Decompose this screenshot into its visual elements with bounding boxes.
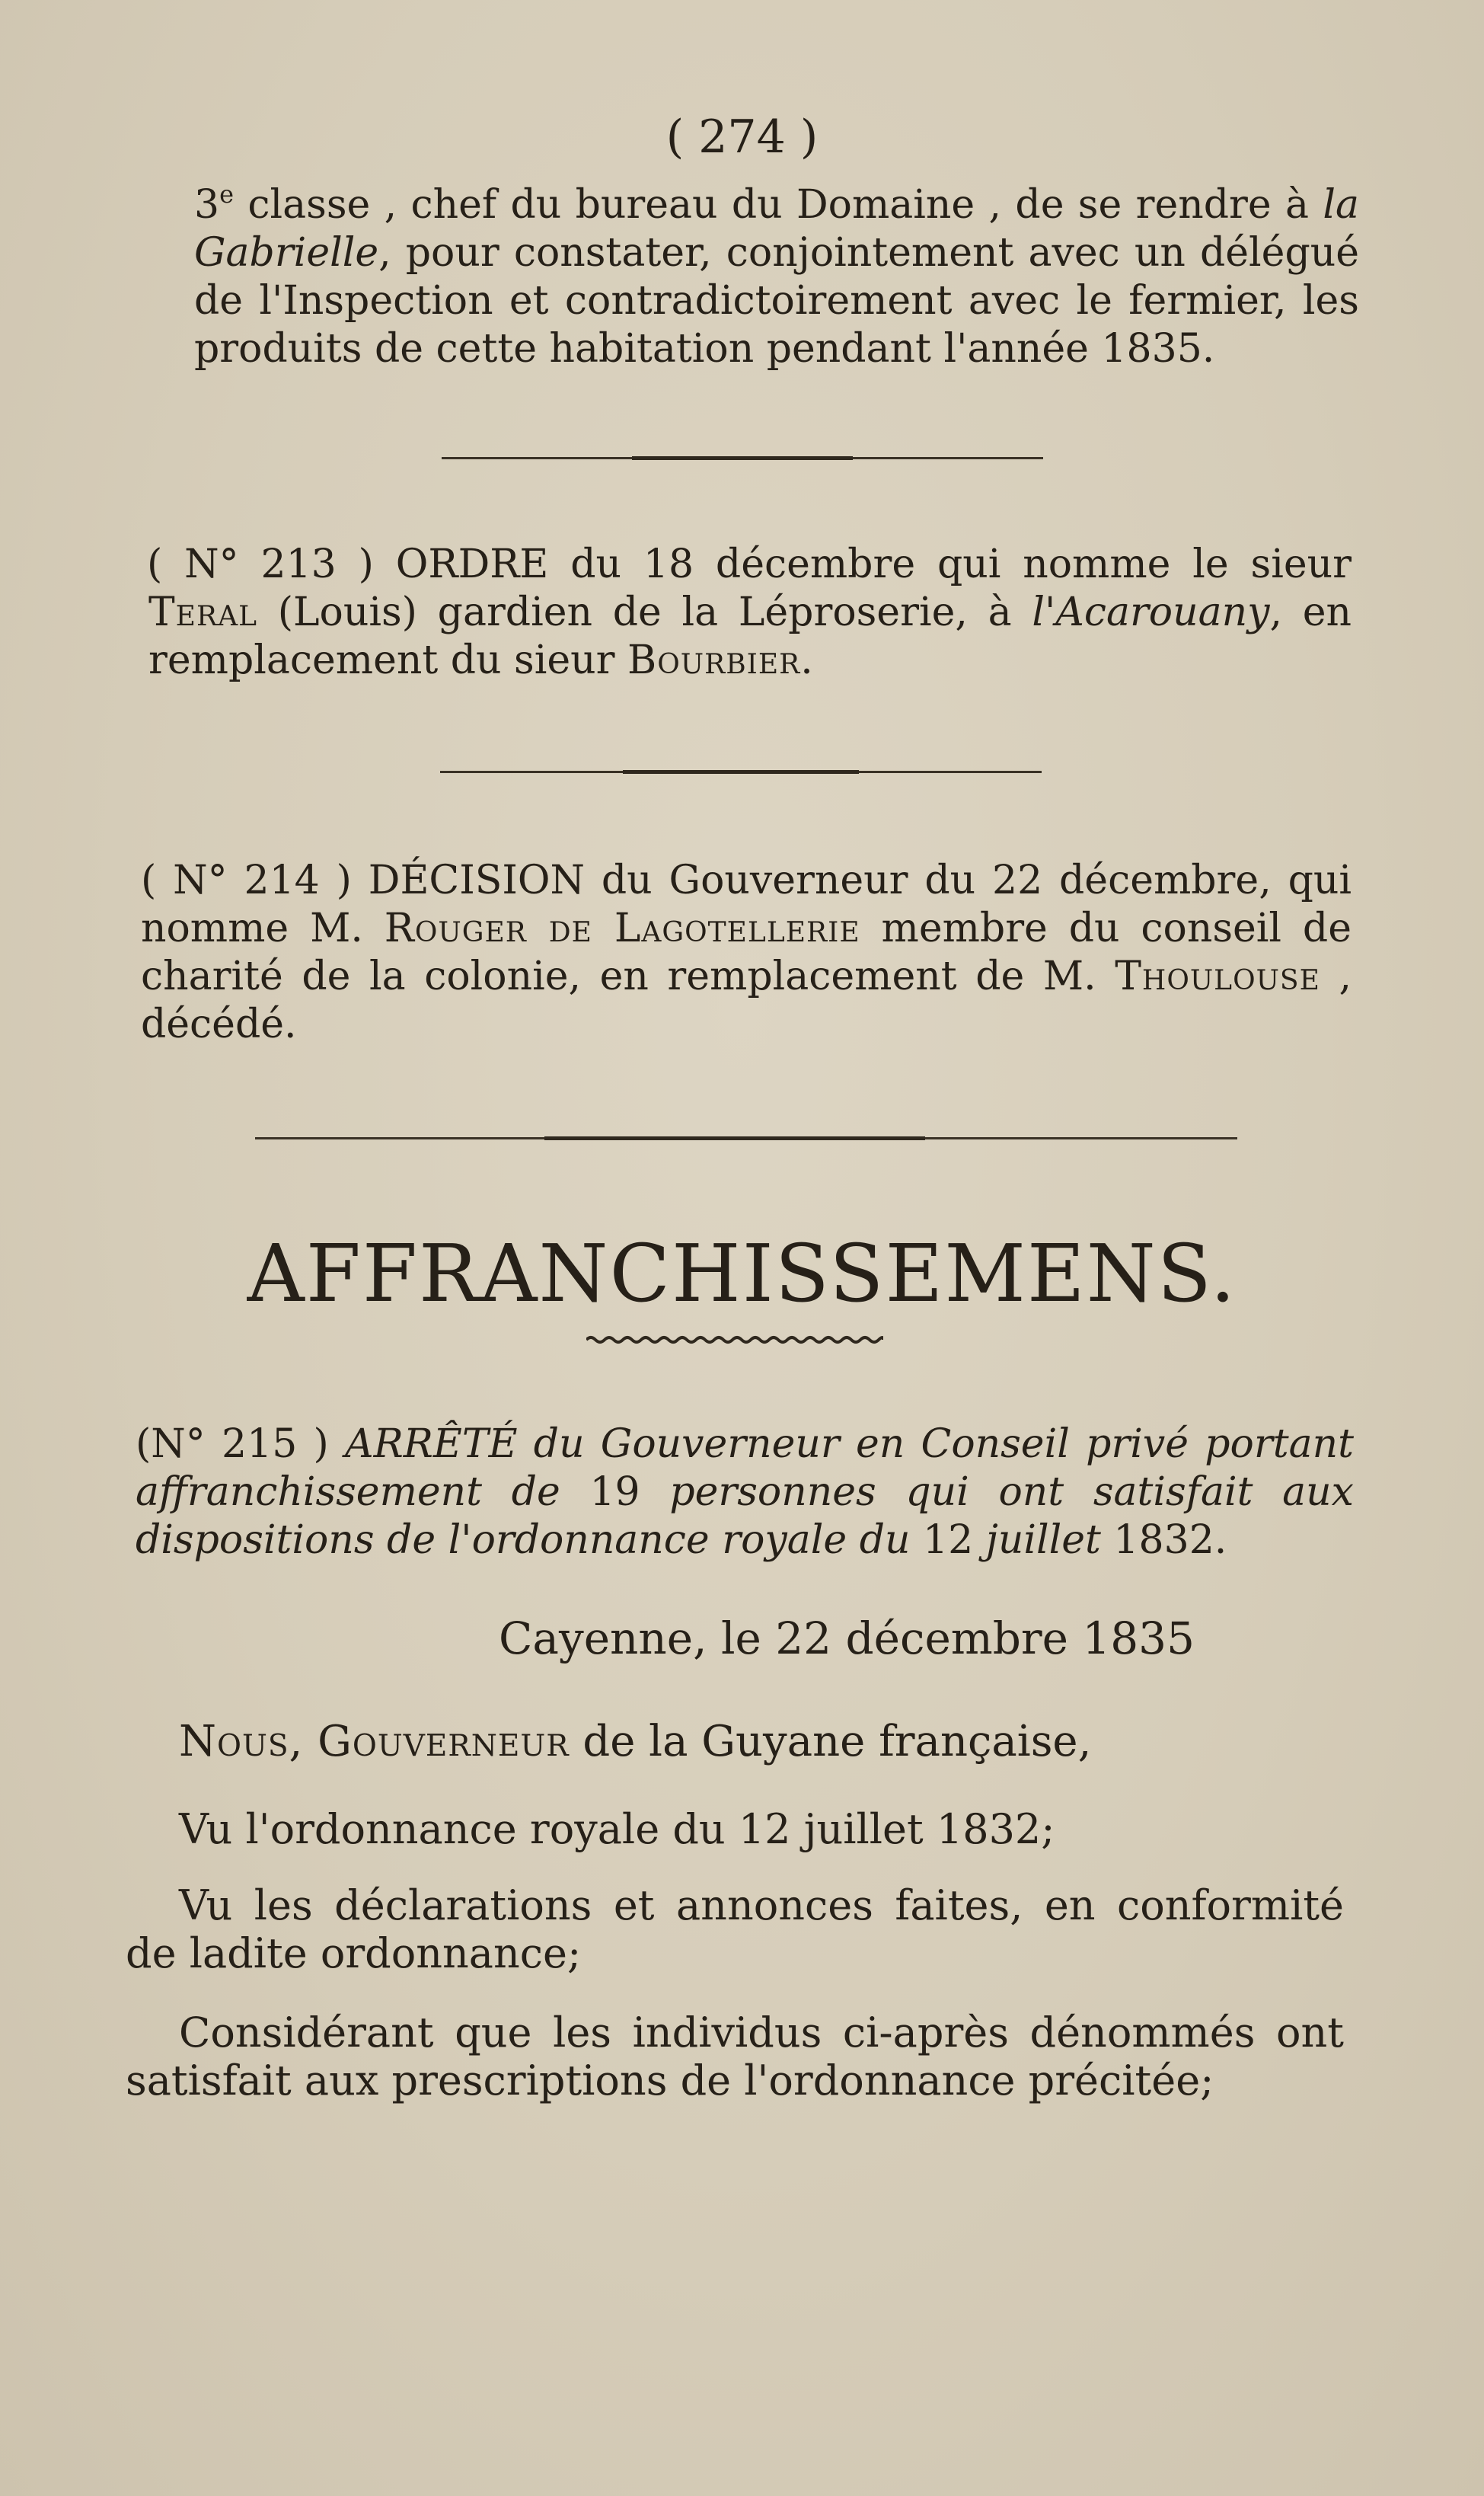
entry-215-year: 1832. [1100, 1517, 1227, 1563]
guyane-francaise: de la Guyane française, [569, 1717, 1092, 1766]
entry-214-text-2: membre du conseil de charité de la colonie, en remplacement de M. [141, 906, 1352, 999]
intro-text-2: , pour constater, conjointement avec un délégué de l'Inspection et contradictoirement avec le fermier, les produits de cette habitation pendant l'année 1835. [194, 230, 1359, 372]
entry-213 [148, 541, 1352, 685]
place-date-line: Cayenne, le 22 décembre 1835 [499, 1612, 1195, 1664]
intro-paragraph [194, 181, 1359, 373]
entry-215-day: 12 [910, 1517, 986, 1563]
entry-215-count: 19 [560, 1469, 670, 1515]
separator-rule-2 [440, 771, 1042, 773]
wavy-ornament [586, 1334, 883, 1345]
separator-rule-3 [255, 1137, 1237, 1139]
classe-superscript: e [219, 180, 235, 209]
nous-gouverneur: Nous, Gouverneur [179, 1717, 570, 1766]
entry-214-text-3: , décédé. [141, 954, 1352, 1047]
classe-number: 3 [194, 182, 220, 228]
entry-215-text-1: ARRÊTÉ du Gouverneur en Conseil privé portant affranchissement de [136, 1421, 1354, 1515]
intro-text-1: classe , chef du bureau du Domaine , de se rendre à [234, 182, 1323, 228]
considerant-paragraph: Considérant que les individus ci-après dénommés ont satisfait aux prescriptions de l'ordonnance précitée; [126, 2009, 1344, 2105]
entry-215 [136, 1421, 1354, 1564]
intro-place-name: la Gabrielle [194, 182, 1359, 276]
entry-215-number: (N° 215 ) [136, 1421, 346, 1467]
entry-213-name-teral: Teral [148, 590, 257, 635]
entry-214-name-thoulouse: Thoulouse [1115, 954, 1320, 999]
separator-rule-1 [442, 457, 1043, 459]
section-heading: AFFRANCHISSEMENS. [247, 1227, 1237, 1320]
entry-215-text-2: personnes qui ont satisfait aux dispositions de l'ordonnance royale du [136, 1469, 1354, 1563]
vu-declarations-paragraph: Vu les déclarations et annonces faites, en conformité de ladite ordonnance; [126, 1881, 1344, 1977]
entry-213-text-4: . [800, 638, 813, 683]
entry-213-place: l'Acarouany [1032, 590, 1270, 635]
entry-213-text-2: (Louis) gardien de la Léproserie, à [257, 590, 1032, 635]
entry-215-month: juillet [985, 1517, 1101, 1563]
nous-gouverneur-line [179, 1718, 1091, 1766]
entry-213-name-bourbier: Bourbier [627, 638, 801, 683]
page-number: ( 274 ) [665, 110, 819, 164]
entry-214-name-rouger: Rouger de Lagotellerie [384, 906, 860, 951]
entry-214 [141, 857, 1352, 1049]
entry-213-text-3: , en remplacement du sieur [148, 590, 1352, 683]
entry-214-text-1: ( N° 214 ) DÉCISION du Gouverneur du 22 décembre, qui nomme M. [141, 858, 1352, 951]
entry-213-text-1: ( N° 213 ) ORDRE du 18 décembre qui nomme le sieur [147, 542, 1352, 587]
vu-ordonnance-line: Vu l'ordonnance royale du 12 juillet 1832; [179, 1805, 1055, 1853]
